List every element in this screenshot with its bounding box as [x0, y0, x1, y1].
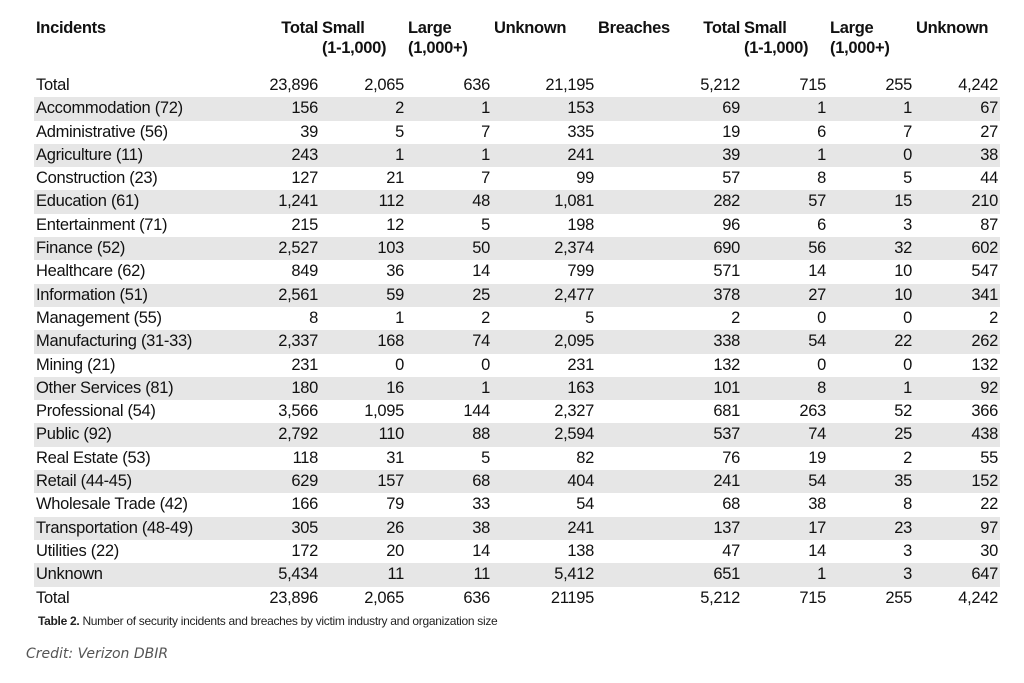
incidents-breaches-table	[34, 18, 1000, 610]
table-cell: 39	[680, 144, 742, 167]
table-cell: 10	[828, 284, 914, 307]
row-label: Administrative (56)	[36, 122, 168, 141]
table-cell: 282	[680, 190, 742, 213]
table-cell: 8	[742, 377, 828, 400]
table-row	[34, 540, 1000, 563]
table-cell: 2	[903, 448, 912, 467]
column-header-line2: (1,000+)	[408, 39, 468, 57]
table-cell: 537	[680, 423, 742, 446]
table-cell: 2,065	[364, 588, 404, 607]
table-cell: 715	[799, 76, 826, 94]
table-cell: 14	[472, 262, 490, 281]
table-cell: 112	[320, 190, 406, 213]
table-row	[34, 190, 1000, 213]
column-spacer	[596, 400, 680, 423]
table-cell: 0	[817, 308, 826, 327]
table-cell: 76	[722, 448, 740, 467]
table-cell: 6	[817, 122, 826, 141]
table-cell: 25	[406, 284, 492, 307]
table-cell: 1	[406, 144, 492, 167]
table-cell: 338	[680, 330, 742, 353]
row-label: Education (61)	[34, 190, 234, 213]
column-spacer	[596, 423, 680, 446]
table-cell: 2,095	[492, 330, 596, 353]
table-cell: 27	[980, 122, 998, 141]
column-header-line1: Total	[281, 19, 318, 37]
table-cell: 30	[980, 541, 998, 560]
table-cell: 39	[300, 122, 318, 141]
table-cell: 69	[680, 97, 742, 120]
table-row	[34, 74, 1000, 97]
column-header	[406, 18, 492, 74]
table-cell: 262	[914, 330, 1000, 353]
table-cell: 3	[903, 215, 912, 234]
table-cell: 1	[742, 144, 828, 167]
column-header	[828, 18, 914, 74]
table-cell: 17	[742, 517, 828, 540]
row-label: Wholesale Trade (42)	[36, 495, 188, 514]
row-label: Accommodation (72)	[34, 97, 234, 120]
table-cell: 23	[828, 517, 914, 540]
table-cell: 0	[828, 144, 914, 167]
table-cell: 2,327	[554, 402, 594, 421]
table-cell: 366	[971, 402, 998, 421]
table-cell: 690	[680, 237, 742, 260]
table-cell: 11	[320, 563, 406, 586]
table-cell: 1	[828, 377, 914, 400]
table-cell: 4,242	[958, 588, 998, 607]
table-cell: 47	[722, 541, 740, 560]
table-row	[34, 517, 1000, 540]
column-spacer	[596, 260, 680, 283]
table-cell: 7	[903, 122, 912, 141]
table-cell: 0	[903, 355, 912, 374]
row-label: Professional (54)	[36, 402, 156, 421]
row-label: Agriculture (11)	[34, 144, 234, 167]
column-header-line2: (1,000+)	[830, 39, 890, 57]
table-row	[34, 400, 1000, 423]
table-cell: 681	[713, 402, 740, 421]
column-spacer	[596, 121, 680, 144]
row-label: Finance (52)	[34, 237, 234, 260]
table-cell: 38	[808, 495, 826, 514]
row-label: Unknown	[34, 563, 234, 586]
table-cell: 1	[406, 377, 492, 400]
table-cell: 241	[492, 144, 596, 167]
table-cell: 636	[463, 76, 490, 94]
table-cell: 263	[799, 402, 826, 421]
table-cell: 1	[406, 97, 492, 120]
table-cell: 25	[828, 423, 914, 446]
table-cell: 2,594	[492, 423, 596, 446]
table-row	[34, 237, 1000, 260]
table-cell: 54	[742, 470, 828, 493]
table-cell: 3	[903, 541, 912, 560]
table-cell: 5	[481, 448, 490, 467]
table-cell: 5	[395, 122, 404, 141]
table-row	[34, 307, 1000, 330]
table-cell: 1	[828, 97, 914, 120]
table-row	[34, 260, 1000, 283]
table-cell: 88	[406, 423, 492, 446]
table-cell: 0	[395, 355, 404, 374]
column-header	[320, 18, 406, 74]
table-cell: 180	[234, 377, 320, 400]
table-cell: 32	[828, 237, 914, 260]
table-cell: 8	[903, 495, 912, 514]
table-cell: 59	[320, 284, 406, 307]
column-header-line1: Small	[744, 19, 787, 37]
table-cell: 404	[492, 470, 596, 493]
table-row	[34, 377, 1000, 400]
table-cell: 20	[386, 541, 404, 560]
table-row	[34, 167, 1000, 190]
column-spacer	[596, 354, 680, 377]
table-cell: 48	[406, 190, 492, 213]
table-cell: 651	[680, 563, 742, 586]
column-header-line1: Incidents	[36, 19, 106, 37]
table-cell: 602	[914, 237, 1000, 260]
table-row	[34, 284, 1000, 307]
table-cell: 22	[828, 330, 914, 353]
table-cell: 21195	[550, 588, 594, 607]
row-label: Management (55)	[36, 308, 162, 327]
table-header-row	[34, 18, 1000, 74]
table-cell: 1	[395, 308, 404, 327]
table-cell: 166	[291, 495, 318, 514]
column-spacer	[596, 563, 680, 586]
table-cell: 2,477	[492, 284, 596, 307]
column-spacer	[596, 237, 680, 260]
table-cell: 74	[406, 330, 492, 353]
table-cell: 231	[567, 355, 594, 374]
column-spacer	[596, 190, 680, 213]
table-row	[34, 447, 1000, 470]
table-cell: 629	[234, 470, 320, 493]
table-cell: 50	[406, 237, 492, 260]
row-label: Information (51)	[34, 284, 234, 307]
table-cell: 56	[742, 237, 828, 260]
column-spacer	[596, 330, 680, 353]
table-cell: 156	[234, 97, 320, 120]
column-spacer	[596, 74, 680, 97]
table-row	[34, 121, 1000, 144]
table-cell: 16	[320, 377, 406, 400]
table-cell: 31	[386, 448, 404, 467]
table-cell: 99	[576, 169, 594, 188]
table-row	[34, 354, 1000, 377]
table-cell: 19	[722, 122, 740, 141]
table-cell: 97	[914, 517, 1000, 540]
table-cell: 6	[817, 215, 826, 234]
row-label: Other Services (81)	[34, 377, 234, 400]
row-label: Construction (23)	[36, 169, 158, 188]
row-label: Entertainment (71)	[36, 215, 168, 234]
table-cell: 547	[971, 262, 998, 281]
column-header-line1: Large	[408, 19, 452, 37]
column-header	[680, 18, 742, 74]
table-cell: 571	[713, 262, 740, 281]
column-spacer	[596, 517, 680, 540]
table-cell: 231	[291, 355, 318, 374]
table-cell: 215	[291, 215, 318, 234]
row-label: Public (92)	[34, 423, 234, 446]
table-cell: 68	[722, 495, 740, 514]
row-label: Transportation (48-49)	[34, 517, 234, 540]
table-cell: 8	[309, 308, 318, 327]
table-cell: 23,896	[269, 76, 318, 94]
table-cell: 335	[567, 122, 594, 141]
table-cell: 38	[914, 144, 1000, 167]
table-cell: 44	[980, 169, 998, 188]
column-header	[596, 18, 680, 74]
table-cell: 3,566	[278, 402, 318, 421]
table-cell: 38	[406, 517, 492, 540]
table-cell: 52	[894, 402, 912, 421]
table-cell: 255	[885, 76, 912, 94]
table-cell: 647	[914, 563, 1000, 586]
table-cell: 68	[406, 470, 492, 493]
table-cell: 74	[742, 423, 828, 446]
column-spacer	[596, 540, 680, 563]
table-cell: 2	[731, 308, 740, 327]
table-cell: 55	[980, 448, 998, 467]
table-cell: 132	[971, 355, 998, 374]
table-row	[34, 587, 1000, 610]
table-cell: 57	[742, 190, 828, 213]
table-cell: 198	[567, 215, 594, 234]
table-row	[34, 423, 1000, 446]
table-cell: 799	[567, 262, 594, 281]
column-header-line2: (1-1,000)	[744, 39, 809, 57]
column-spacer	[596, 214, 680, 237]
table-cell: 5,212	[700, 76, 740, 94]
table-cell: 26	[320, 517, 406, 540]
table-cell: 87	[980, 215, 998, 234]
table-cell: 137	[680, 517, 742, 540]
table-cell: 8	[817, 169, 826, 188]
table-cell: 82	[576, 448, 594, 467]
table-cell: 15	[828, 190, 914, 213]
table-cell: 2,561	[234, 284, 320, 307]
table-cell: 7	[481, 169, 490, 188]
table-cell: 127	[291, 169, 318, 188]
column-header	[234, 18, 320, 74]
table-cell: 1	[742, 97, 828, 120]
table-caption	[38, 614, 497, 628]
table-row	[34, 144, 1000, 167]
table-cell: 636	[463, 588, 490, 607]
table-cell: 168	[320, 330, 406, 353]
table-row	[34, 470, 1000, 493]
table-row	[34, 493, 1000, 516]
table-cell: 5	[585, 308, 594, 327]
table-cell: 96	[722, 215, 740, 234]
column-spacer	[596, 447, 680, 470]
table-cell: 438	[914, 423, 1000, 446]
table-cell: 67	[914, 97, 1000, 120]
table-row	[34, 214, 1000, 237]
row-label: Utilities (22)	[36, 541, 119, 560]
table-cell: 0	[481, 355, 490, 374]
table-cell: 305	[234, 517, 320, 540]
table-cell: 715	[799, 588, 826, 607]
table-cell: 157	[320, 470, 406, 493]
table-cell: 7	[481, 122, 490, 141]
table-cell: 2,792	[234, 423, 320, 446]
table-row	[34, 563, 1000, 586]
table-cell: 5,412	[492, 563, 596, 586]
table-cell: 57	[722, 169, 740, 188]
table-cell: 36	[386, 262, 404, 281]
column-header	[914, 18, 1000, 74]
image-credit: Credit: Verizon DBIR	[26, 646, 169, 662]
column-spacer	[596, 470, 680, 493]
table-cell: 5	[481, 215, 490, 234]
table-cell: 14	[808, 262, 826, 281]
row-label: Mining (21)	[36, 355, 116, 374]
table-cell: 4,242	[958, 76, 998, 94]
column-header-line1: Breaches	[598, 19, 670, 37]
table-cell: 19	[808, 448, 826, 467]
row-label: Healthcare (62)	[36, 262, 146, 281]
table-cell: 2,374	[492, 237, 596, 260]
table-cell: 22	[980, 495, 998, 514]
table-cell: 1,095	[364, 402, 404, 421]
row-label: Real Estate (53)	[36, 448, 151, 467]
table-cell: 3	[828, 563, 914, 586]
table-body	[34, 74, 1000, 610]
table-cell: 255	[885, 588, 912, 607]
table-row	[34, 97, 1000, 120]
row-label: Total	[36, 588, 70, 607]
table-cell: 5	[903, 169, 912, 188]
column-spacer	[596, 167, 680, 190]
table-cell: 0	[817, 355, 826, 374]
column-header	[492, 18, 596, 74]
table-cell: 1	[742, 563, 828, 586]
column-header-line1: Total	[703, 19, 740, 37]
table-cell: 132	[713, 355, 740, 374]
table-cell: 153	[492, 97, 596, 120]
table-cell: 241	[492, 517, 596, 540]
table-cell: 10	[894, 262, 912, 281]
table-cell: 849	[291, 262, 318, 281]
table-cell: 241	[680, 470, 742, 493]
table-cell: 5,212	[700, 588, 740, 607]
table-cell: 79	[386, 495, 404, 514]
table-cell: 0	[903, 308, 912, 327]
table-cell: 12	[386, 215, 404, 234]
table-cell: 2	[320, 97, 406, 120]
table-cell: 172	[291, 541, 318, 560]
table-cell: 118	[292, 448, 318, 467]
table-cell: 1,241	[234, 190, 320, 213]
table-cell: 92	[914, 377, 1000, 400]
column-spacer	[596, 587, 680, 610]
column-spacer	[596, 144, 680, 167]
table-cell: 11	[406, 563, 492, 586]
column-header-line1: Small	[322, 19, 365, 37]
table-cell: 163	[492, 377, 596, 400]
table-cell: 2	[481, 308, 490, 327]
table-cell: 378	[680, 284, 742, 307]
table-cell: 2,337	[234, 330, 320, 353]
table-cell: 54	[576, 495, 594, 514]
column-header-line2: (1-1,000)	[322, 39, 387, 57]
table-cell: 101	[680, 377, 742, 400]
table-cell: 5,434	[234, 563, 320, 586]
table-cell: 243	[234, 144, 320, 167]
column-spacer	[596, 493, 680, 516]
table-cell: 1,081	[492, 190, 596, 213]
table-cell: 21,195	[545, 76, 594, 94]
table-row	[34, 330, 1000, 353]
table-cell: 54	[742, 330, 828, 353]
row-label: Manufacturing (31-33)	[34, 330, 234, 353]
table-cell: 14	[808, 541, 826, 560]
column-header-line1: Unknown	[494, 19, 567, 37]
row-label: Total	[36, 76, 70, 94]
row-label: Retail (44-45)	[34, 470, 234, 493]
column-spacer	[596, 307, 680, 330]
column-spacer	[596, 377, 680, 400]
table-cell: 23,896	[269, 588, 318, 607]
table-cell: 110	[320, 423, 406, 446]
column-spacer	[596, 97, 680, 120]
table-cell: 341	[914, 284, 1000, 307]
table-cell: 33	[472, 495, 490, 514]
table-cell: 210	[914, 190, 1000, 213]
table-cell: 144	[463, 402, 490, 421]
table-cell: 138	[567, 541, 594, 560]
column-header	[34, 18, 234, 74]
column-spacer	[596, 284, 680, 307]
table-cell: 27	[742, 284, 828, 307]
column-header	[742, 18, 828, 74]
caption-text: Number of security incidents and breaches by victim industry and organization size	[79, 614, 498, 628]
table-cell: 35	[828, 470, 914, 493]
table-cell: 2,065	[364, 76, 404, 94]
caption-label: Table 2.	[38, 614, 80, 628]
table-cell: 152	[914, 470, 1000, 493]
table-cell: 2	[989, 308, 998, 327]
column-header-line1: Unknown	[916, 19, 989, 37]
column-header-line1: Large	[830, 19, 874, 37]
table-cell: 21	[386, 169, 404, 188]
table-cell: 1	[320, 144, 406, 167]
table-cell: 2,527	[234, 237, 320, 260]
table-cell: 14	[472, 541, 490, 560]
table-cell: 103	[320, 237, 406, 260]
